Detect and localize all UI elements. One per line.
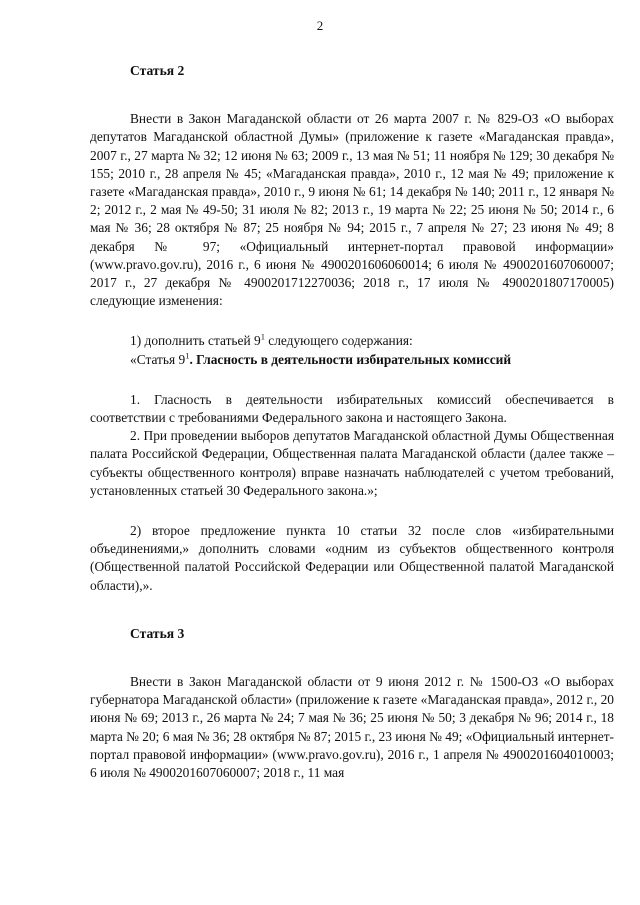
item-1-text-end: следующего содержания:	[264, 333, 413, 349]
article-3-intro: Внести в Закон Магаданской области от 9 июня 2012 г. № 1500-ОЗ «О выборах губернатора Магаданской области» (приложение к газете «Магаданская правда», 2012 г., 20 июня № 69; 2013 г., 26 марта № 24; 7 мая № 36; 25 июня № 50; 3 декабря № 96; 2014 г., 18 марта № 20; 6 мая № 36; 28 октября № 87; 2015 г., 23 июня № 49; «Официальный интернет-портал правовой информации» (www.pravo.gov.ru), 2016 г., 1 апреля № 4900201604010003; 6 июля № 4900201607060007; 2018 г., 11 мая	[90, 674, 615, 781]
new-article-title: . Гласность в деятельности избирательных комиссий	[189, 351, 512, 367]
article-2-item-1	[90, 332, 614, 350]
article-2-intro: Внести в Закон Магаданской области от 26 марта 2007 г. № 829-ОЗ «О выборах депутатов Магаданской областной Думы» (приложение к газете «Магаданская правда», 2007 г., 27 марта № 32; 12 июня № 63; 2009 г., 13 мая № 51; 11 ноября № 129; 30 декабря № 155; 2010 г., 28 апреля № 45; «Магаданская правда», 2010 г., 12 мая № 49; приложение к газете «Магаданская правда», 2010 г., 9 июня № 61; 14 декабря № 140; 2011 г., 12 января № 2; 2012 г., 2 мая № 49-50; 31 июля № 82; 2013 г., 19 марта № 22; 25 июня № 50; 2014 г., 6 мая № 36; 28 октября № 87; 25 ноября № 94; 2015 г., 7 апреля № 27; 23 июня № 49; 8 декабря № 97; «Официальный интернет-портал правовой информации» (www.pravo.gov.ru), 2016 г., 6 июня № 4900201606060014; 6 июля № 4900201607060007; 2017 г., 27 декабря № 4900201712270036; 2018 г., 17 июля № 4900201807170005) следующие изменения:	[90, 111, 614, 309]
item-1-text: 1) дополнить статьей 9	[130, 333, 261, 349]
article-2-item-2: 2) второе предложение пункта 10 статьи 32 после слов «избирательными объединениями,» дополнить словами «одним из субъектов общественного контроля (Общественной палатой Российской Федерации или Общественной палатой Магаданской области),».	[90, 523, 614, 593]
page-number: 2	[316, 18, 324, 33]
article-2-heading: Статья 2	[130, 63, 185, 78]
document-body	[90, 62, 614, 782]
new-article-heading	[90, 351, 614, 369]
clause-1: 1. Гласность в деятельности избирательных комиссий обеспечивается в соответствии с требованиями Федерального закона и настоящего Закона.	[90, 391, 614, 426]
new-article-sup: 1	[185, 350, 190, 361]
new-article-open: «Статья 9	[130, 351, 186, 367]
item-1-sup: 1	[260, 331, 265, 342]
article-3-heading: Статья 3	[130, 625, 185, 641]
clause-2: 2. При проведении выборов депутатов Магаданской областной Думы Общественная палата Российской Федерации, Общественная палата Магаданской области (далее также – субъекты общественного контроля) вправе назначать наблюдателей с учетом требований, установленных статьей 30 Федерального закона.»;	[90, 428, 614, 498]
